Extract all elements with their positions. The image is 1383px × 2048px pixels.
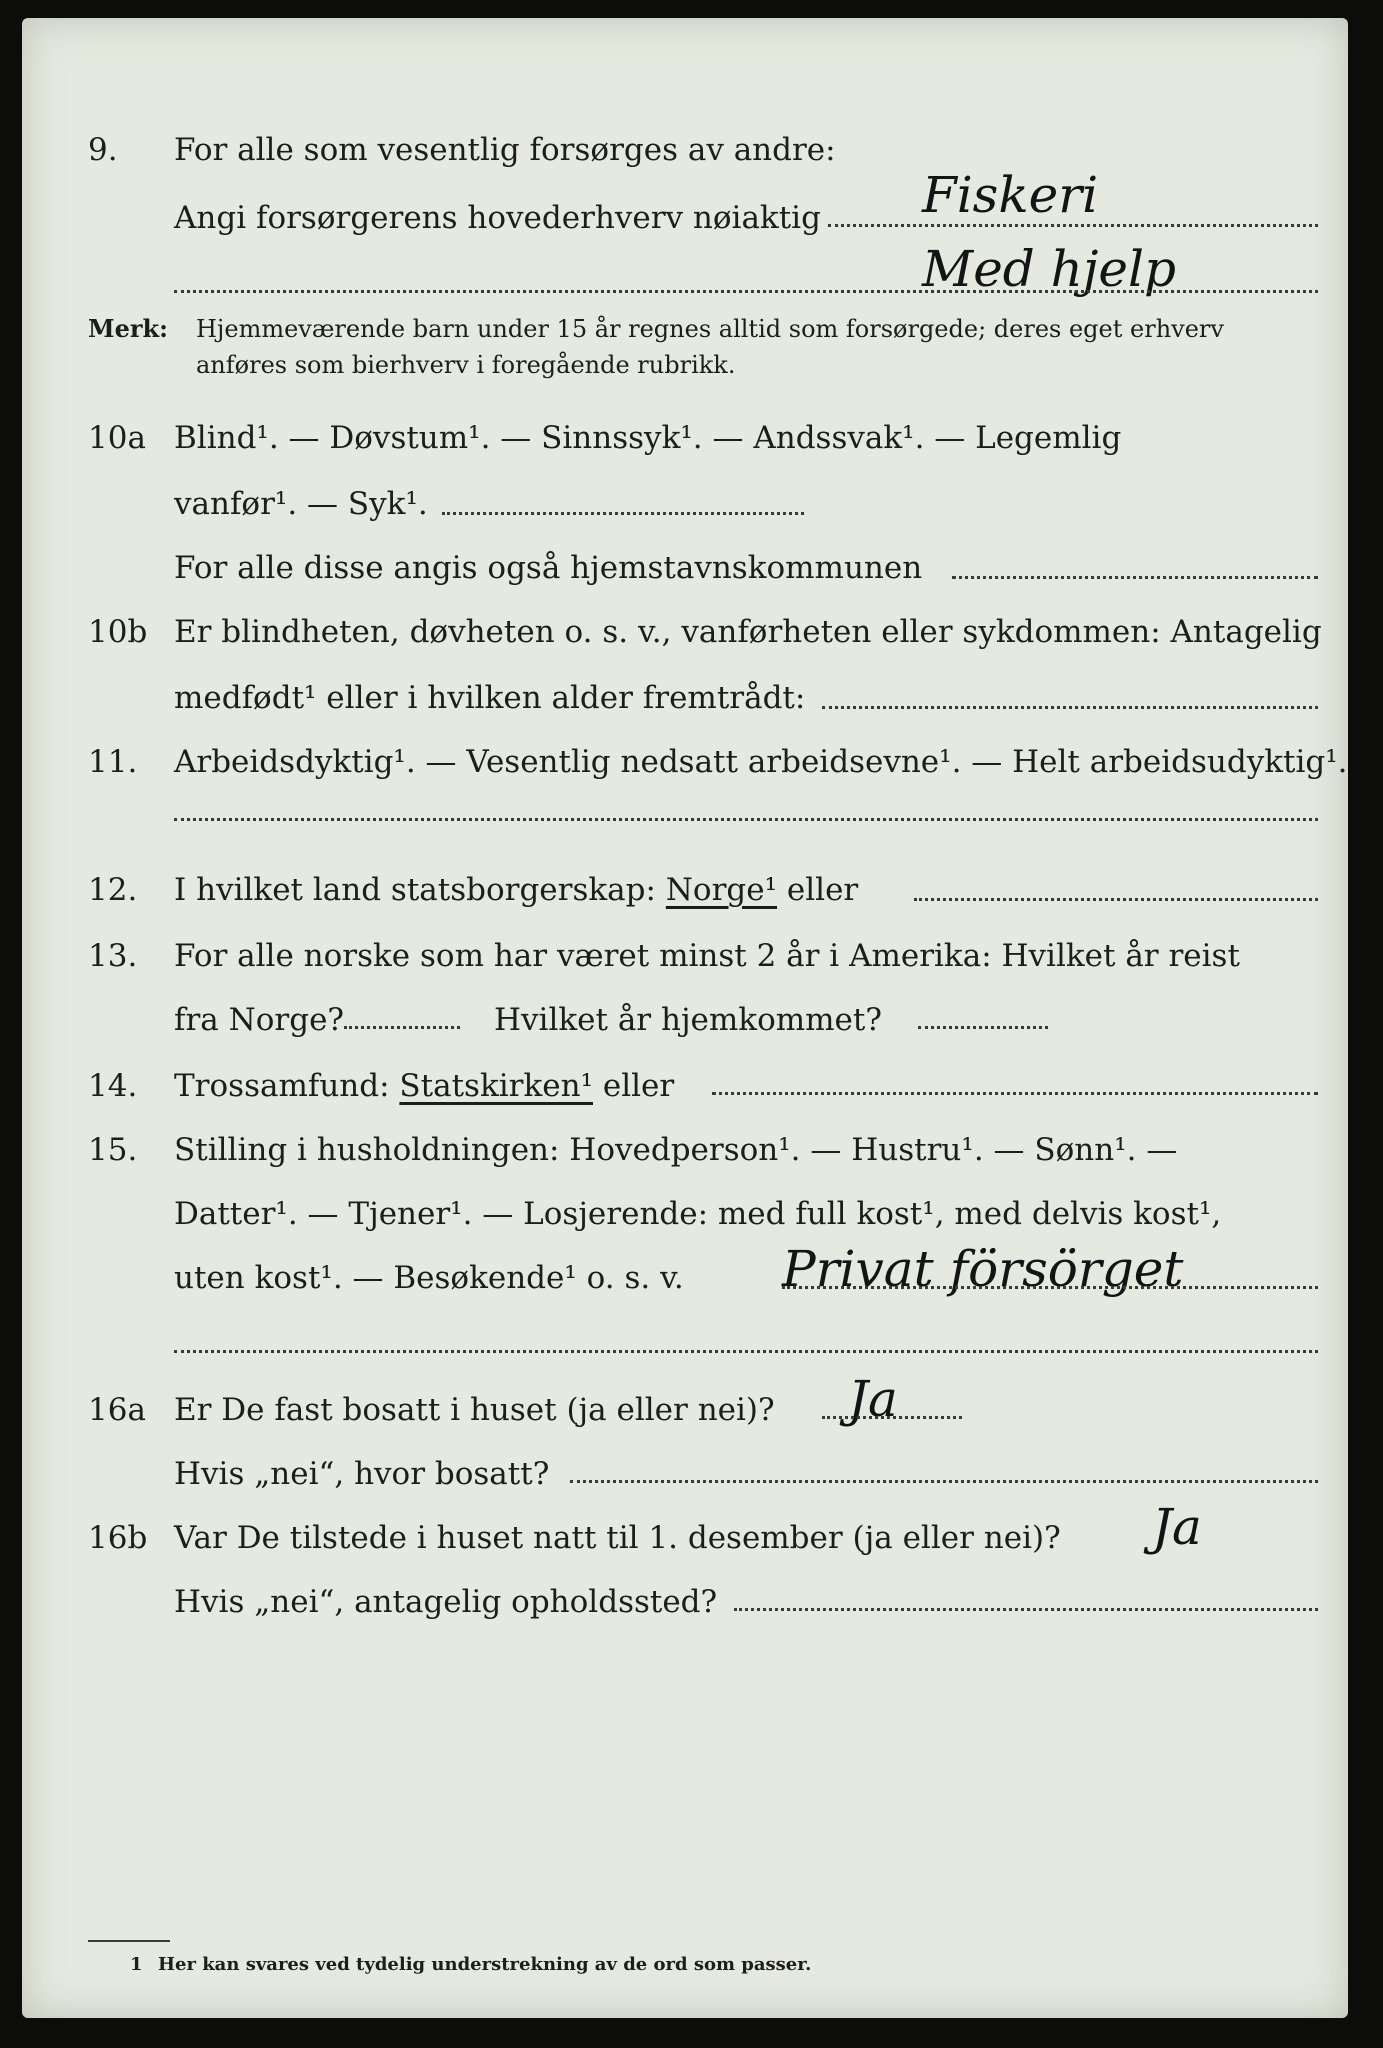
q16a-bosatt-line	[570, 1480, 1318, 1483]
q12-text	[174, 870, 858, 910]
q10a-syk-line	[442, 512, 804, 515]
q9-answer-line1	[828, 224, 1318, 227]
q15-answer-line1	[782, 1286, 1318, 1289]
q9-answer-line2	[174, 290, 1318, 293]
q14-underlined: Statskirken¹	[399, 1068, 593, 1104]
q15-line1: Stilling i husholdningen: Hovedperson¹. — Hustru¹. — Sønn¹. —	[174, 1132, 1178, 1168]
q16a-line2: Hvis „nei“, hvor bosatt?	[174, 1456, 550, 1492]
q15-line3: uten kost¹. — Besøkende¹ o. s. v.	[174, 1260, 684, 1296]
q10b-line1: Er blindheten, døvheten o. s. v., vanførheten eller sykdommen: Antagelig	[174, 614, 1322, 650]
q13-number: 13.	[88, 938, 138, 974]
q9-handwritten-answer2: Med hjelp	[922, 240, 1176, 298]
q11-number: 11.	[88, 744, 138, 780]
q11-answer-line	[174, 818, 1318, 821]
q12-post: eller	[786, 872, 859, 908]
q16a-line1: Er De fast bosatt i huset (ja eller nei)?	[174, 1392, 775, 1428]
footnote-text: Her kan svares ved tydelig understrekning av de ord som passer.	[158, 1954, 812, 1975]
q13-hjemkommet-line	[918, 1026, 1048, 1029]
q10b-line2: medfødt¹ eller i hvilken alder fremtrådt:	[174, 680, 806, 716]
q11-line1: Arbeidsdyktig¹. — Vesentlig nedsatt arbeidsevne¹. — Helt arbeidsudyktig¹.	[174, 744, 1348, 780]
q14-pre: Trossamfund:	[174, 1068, 390, 1104]
q16a-handwritten-answer: Ja	[848, 1370, 898, 1428]
q12-underlined: Norge¹	[665, 872, 778, 908]
q10a-number: 10a	[88, 420, 146, 456]
q9-handwritten-answer1: Fiskeri	[922, 166, 1099, 224]
q15-number: 15.	[88, 1132, 138, 1168]
q10a-kommune-line	[952, 576, 1318, 579]
q10b-number: 10b	[88, 614, 148, 650]
q10b-answer-line	[822, 706, 1318, 709]
q14-post: eller	[602, 1068, 675, 1104]
merk-line2: anføres som bierhverv i foregående rubrikk.	[196, 351, 736, 379]
q12-number: 12.	[88, 872, 138, 908]
q16b-line1: Var De tilstede i huset natt til 1. desember (ja eller nei)?	[174, 1520, 1061, 1556]
q15-answer-line2	[174, 1350, 1318, 1353]
q13-reist-line	[344, 1026, 460, 1029]
q16b-opholdssted-line	[734, 1608, 1318, 1611]
q13-line2a: fra Norge?	[174, 1002, 345, 1038]
q14-number: 14.	[88, 1068, 138, 1104]
q16b-handwritten-answer: Ja	[1152, 1498, 1202, 1556]
q13-line1: For alle norske som har været minst 2 år i Amerika: Hvilket år reist	[174, 938, 1240, 974]
q16b-number: 16b	[88, 1520, 148, 1556]
q10a-line3: For alle disse angis også hjemstavnskommunen	[174, 550, 923, 586]
q15-handwritten-answer: Privat försörget	[782, 1240, 1184, 1298]
q14-answer-line	[712, 1092, 1318, 1095]
q12-pre: I hvilket land statsborgerskap:	[174, 872, 656, 908]
q16a-number: 16a	[88, 1392, 146, 1428]
q15-line2: Datter¹. — Tjener¹. — Losjerende: med full kost¹, med delvis kost¹,	[174, 1196, 1222, 1232]
q9-line1: For alle som vesentlig forsørges av andre:	[174, 132, 836, 168]
q14-text	[174, 1066, 674, 1106]
q10a-line1: Blind¹. — Døvstum¹. — Sinnssyk¹. — Andssvak¹. — Legemlig	[174, 420, 1122, 456]
q9-line2: Angi forsørgerens hovederhverv nøiaktig	[174, 200, 821, 236]
footnote-rule	[88, 1940, 170, 1942]
q10a-line2: vanfør¹. — Syk¹.	[174, 486, 428, 522]
q13-line2b: Hvilket år hjemkommet?	[494, 1002, 882, 1038]
census-form-page	[22, 18, 1348, 2018]
q9-number: 9.	[88, 132, 118, 168]
merk-line1: Hjemmeværende barn under 15 år regnes alltid som forsørgede; deres eget erhverv	[196, 315, 1224, 343]
q12-answer-line	[914, 898, 1318, 901]
footnote-mark: 1	[130, 1954, 143, 1975]
merk-label: Merk:	[88, 314, 168, 343]
q16b-line2: Hvis „nei“, antagelig opholdssted?	[174, 1584, 718, 1620]
q16a-answer-line	[822, 1416, 962, 1419]
